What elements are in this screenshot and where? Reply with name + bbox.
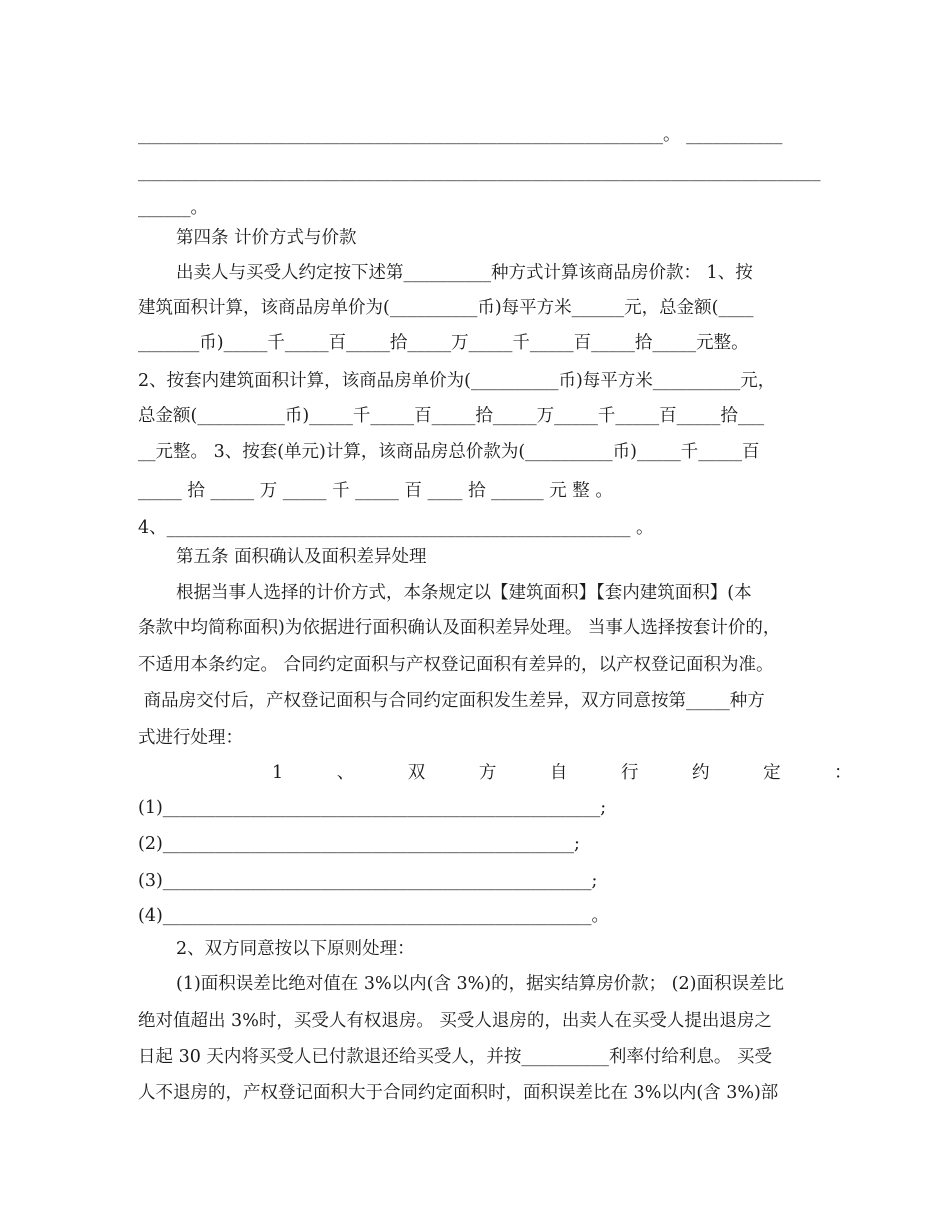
text-line-1: ____________________________________________________________。 ___________: [138, 125, 783, 145]
blank-item-1: (1)__________________________________________________;: [138, 798, 607, 818]
text-line-3: ______。: [138, 198, 208, 218]
text-line-17: 商品房交付后，产权登记面积与合同约定面积发生差异，双方同意按第_____种方: [138, 691, 765, 711]
text-line-2: ______________________________________________________________________________: [138, 162, 821, 182]
text-line-5: 出卖人与买受人约定按下述第__________种方式计算该商品房价款： 1、按: [176, 263, 753, 283]
text-line-28: 人不退房的，产权登记面积大于合同约定面积时，面积误差比在 3%以内(含 3%)部: [138, 1083, 779, 1103]
text-line-10: __元整。 3、按套(单元)计算，该商品房总价款为(__________币)_____千_____百: [138, 442, 760, 462]
text-line-15: 条款中均简称面积)为依据进行面积确认及面积差异处理。 当事人选择按套计价的，: [138, 618, 781, 638]
article-5-heading: 第五条 面积确认及面积差异处理: [176, 547, 427, 567]
text-line-19: 1 、 双 方 自 行 约 定 ：: [272, 763, 852, 783]
text-line-25: (1)面积误差比绝对值在 3%以内(含 3%)的，据实结算房价款； (2)面积误差比: [176, 974, 784, 994]
blank-item-2: (2)_______________________________________________;: [138, 834, 580, 854]
text-line-11: _____ 拾 _____ 万 _____ 千 _____ 百 ____ 拾 ______ 元 整 。: [138, 481, 613, 501]
blank-item-3: (3)_________________________________________________;: [138, 871, 598, 891]
text-line-24: 2、双方同意按以下原则处理：: [176, 939, 415, 959]
text-line-18: 式进行处理：: [138, 728, 243, 748]
text-line-12: 4、_____________________________________________________ 。: [138, 518, 654, 538]
text-line-9: 总金额(__________币)_____千_____百_____拾_____万_____千_____百_____拾___: [138, 406, 765, 426]
text-line-6: 建筑面积计算，该商品房单价为(__________币)每平方米______元，总金额(____: [138, 298, 754, 318]
article-4-heading: 第四条 计价方式与价款: [176, 228, 357, 248]
text-line-16: 不适用本条约定。 合同约定面积与产权登记面积有差异的，以产权登记面积为准。: [138, 655, 774, 675]
text-line-8: 2、按套内建筑面积计算，该商品房单价为(__________币)每平方米__________元，: [138, 371, 776, 391]
text-line-7: _______币)_____千_____百_____拾_____万_____千_____百_____拾_____元整。: [138, 333, 749, 353]
text-line-14: 根据当事人选择的计价方式，本条规定以【建筑面积】【套内建筑面积】(本: [176, 583, 752, 603]
blank-item-4: (4)_________________________________________________。: [138, 906, 610, 926]
text-line-26: 绝对值超出 3%时，买受人有权退房。 买受人退房的，出卖人在买受人提出退房之: [138, 1011, 772, 1031]
text-line-27: 日起 30 天内将买受人已付款退还给买受人，并按__________利率付给利息。 买受: [138, 1047, 772, 1067]
